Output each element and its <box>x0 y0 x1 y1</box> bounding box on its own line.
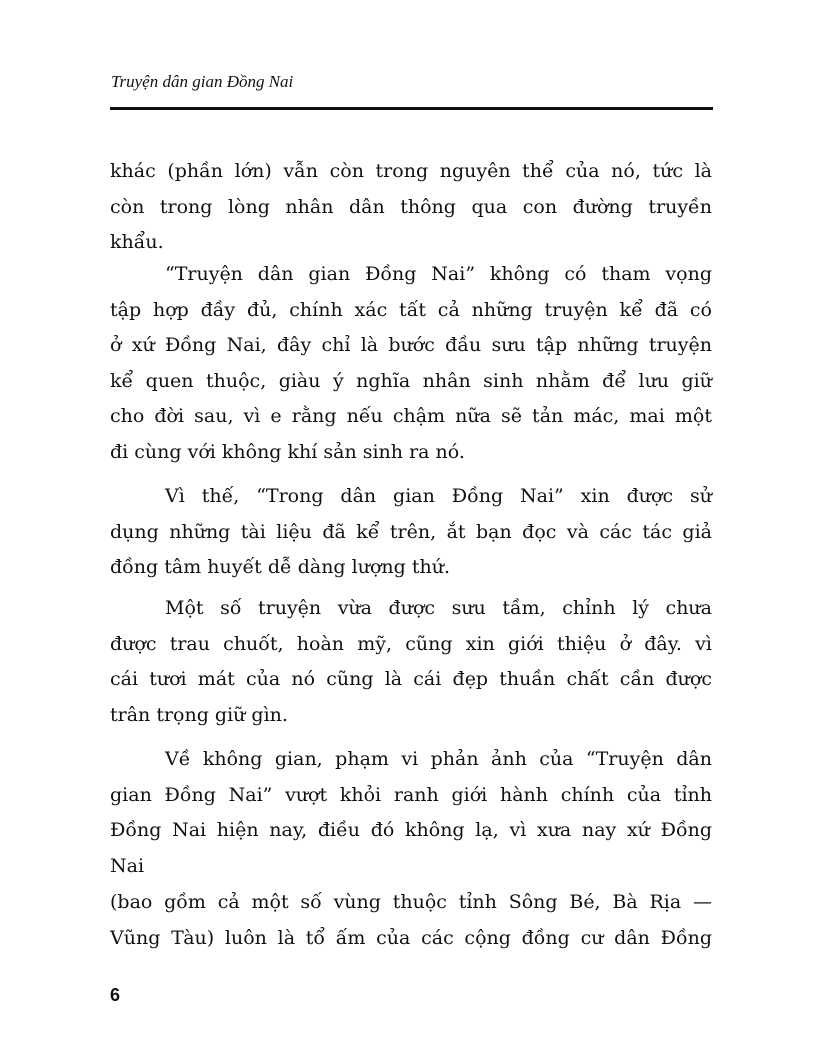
text-line: tập hợp đầy đủ, chính xác tất cả những truyện kể đã có <box>110 298 712 321</box>
text-line: gian Đồng Nai” vượt khỏi ranh giới hành chính của tỉnh <box>110 783 712 806</box>
header-rule <box>110 107 713 110</box>
text-line: trân trọng giữ gìn. <box>110 703 288 726</box>
text-line: Nai <box>110 854 145 877</box>
paragraph-1 <box>110 154 712 261</box>
text-line: kể quen thuộc, giàu ý nghĩa nhân sinh nhằm để lưu giữ <box>110 369 712 392</box>
text-line: được trau chuốt, hoàn mỹ, cũng xin giới thiệu ở đây. vì <box>110 632 712 655</box>
running-header: Truyện dân gian Đồng Nai <box>111 72 294 91</box>
text-line: Một số truyện vừa được sưu tầm, chỉnh lý chưa <box>165 597 712 619</box>
text-line: dụng những tài liệu đã kể trên, ắt bạn đọc và các tác giả <box>110 520 712 543</box>
paragraph-3 <box>110 479 712 586</box>
text-line: cho đời sau, vì e rằng nếu chậm nữa sẽ tản mác, mai một <box>110 405 712 428</box>
text-line: Vì thế, “Trong dân gian Đồng Nai” xin được sử <box>165 485 712 507</box>
text-line: còn trong lòng nhân dân thông qua con đường truyền <box>110 195 712 218</box>
text-line: (bao gồm cả một số vùng thuộc tỉnh Sông Bé, Bà Rịa — <box>110 891 712 913</box>
text-line: đồng tâm huyết dễ dàng lượng thứ. <box>110 556 450 579</box>
text-line: Vũng Tàu) luôn là tổ ấm của các cộng đồng cư dân Đồng <box>110 926 712 949</box>
paragraph-4 <box>110 591 712 733</box>
paragraph-2 <box>110 257 712 471</box>
paragraph-5 <box>110 742 712 884</box>
text-line: khẩu. <box>110 231 164 254</box>
text-line: Về không gian, phạm vi phản ảnh của “Truyện dân <box>165 748 712 770</box>
text-line: đi cùng với không khí sản sinh ra nó. <box>110 440 465 463</box>
text-line: cái tươi mát của nó cũng là cái đẹp thuần chất cần được <box>110 668 712 691</box>
page-number: 6 <box>110 985 121 1005</box>
text-line: “Truyện dân gian Đồng Nai” không có tham vọng <box>165 263 712 285</box>
text-line: khác (phần lớn) vẫn còn trong nguyên thể của nó, tức là <box>110 160 712 182</box>
paragraph-6 <box>110 885 712 956</box>
text-line: Đồng Nai hiện nay, điều đó không lạ, vì xưa nay xứ Đồng <box>110 819 712 842</box>
text-line: ở xứ Đồng Nai, đây chỉ là bước đầu sưu tập những truyện <box>110 334 712 357</box>
